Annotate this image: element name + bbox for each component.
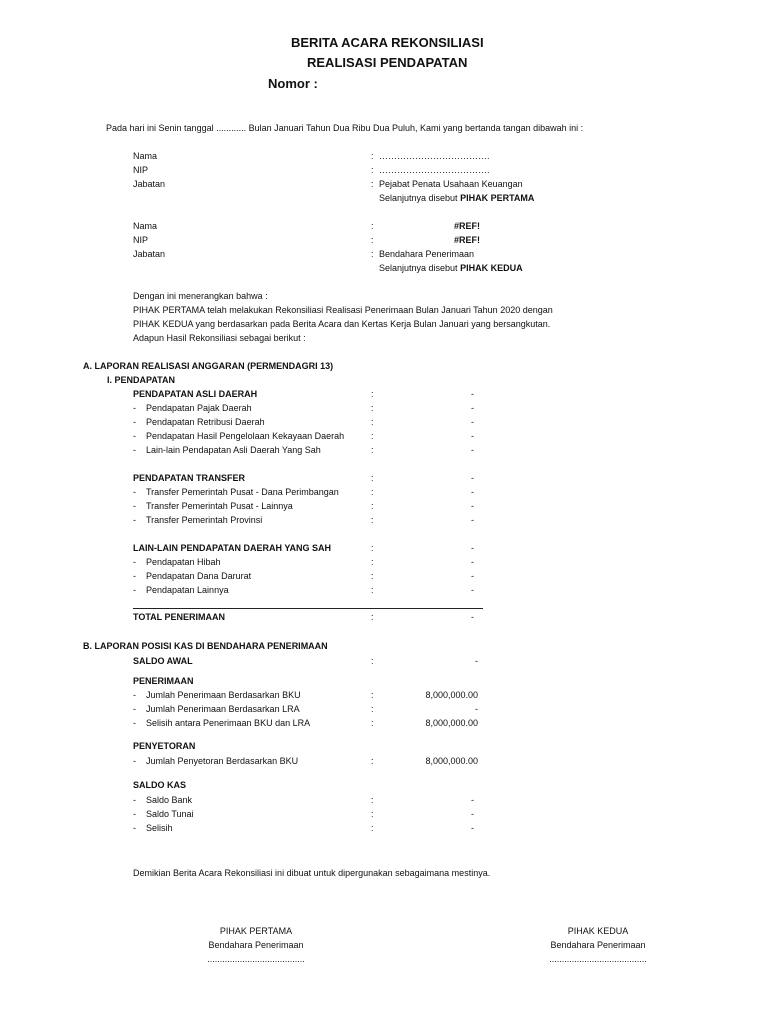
colon: :	[371, 612, 374, 622]
group-heading: PENDAPATAN ASLI DAERAH	[133, 389, 258, 399]
bullet-dash: -	[133, 557, 136, 567]
item-value: -	[475, 704, 478, 714]
bullet-dash: -	[133, 585, 136, 595]
nip-value: #REF!	[453, 235, 480, 245]
item-value: -	[471, 445, 474, 455]
item-value: -	[471, 417, 474, 427]
colon: :	[371, 704, 374, 714]
item-value: -	[471, 501, 474, 511]
statement-line: PIHAK KEDUA yang berdasarkan pada Berita Acara dan Kertas Kerja Bulan Januari yang bersangkutan.	[133, 319, 551, 329]
group-value: -	[471, 543, 474, 553]
item-value: 8,000,000.00	[425, 756, 478, 766]
doc-title: BERITA ACARA REKONSILIASI	[291, 35, 484, 50]
saldo-awal-value: -	[475, 656, 478, 666]
bullet-dash: -	[133, 718, 136, 728]
item-label: Transfer Pemerintah Provinsi	[146, 515, 263, 525]
saldo-kas-heading: SALDO KAS	[133, 780, 187, 790]
colon: :	[371, 823, 374, 833]
nip-label: NIP	[133, 235, 149, 245]
bullet-dash: -	[133, 403, 136, 413]
item-value: -	[471, 795, 474, 805]
item-label: Transfer Pemerintah Pusat - Lainnya	[146, 501, 293, 511]
item-label: Pendapatan Pajak Daerah	[146, 403, 252, 413]
item-label: Transfer Pemerintah Pusat - Dana Perimbangan	[146, 487, 339, 497]
colon: :	[371, 756, 374, 766]
item-value: -	[471, 557, 474, 567]
section-b-title: B. LAPORAN POSISI KAS DI BENDAHARA PENERIMAAN	[83, 641, 328, 651]
nama-label: Nama	[133, 151, 158, 161]
bullet-dash: -	[133, 690, 136, 700]
group-value: -	[471, 473, 474, 483]
item-label: Pendapatan Hasil Pengelolaan Kekayaan Daerah	[146, 431, 345, 441]
item-value: -	[471, 571, 474, 581]
bullet-dash: -	[133, 515, 136, 525]
bullet-dash: -	[133, 823, 136, 833]
section-a-title: A. LAPORAN REALISASI ANGGARAN (PERMENDAGRI 13)	[83, 361, 334, 371]
nama-value: #REF!	[453, 221, 480, 231]
signature-right-party: PIHAK KEDUA	[567, 926, 629, 936]
nama-value: ……………………………….	[379, 151, 490, 161]
item-value: -	[471, 823, 474, 833]
doc-number-label: Nomor :	[268, 76, 318, 91]
colon: :	[371, 718, 374, 728]
colon: :	[371, 809, 374, 819]
bullet-dash: -	[133, 445, 136, 455]
doc-subtitle: REALISASI PENDAPATAN	[307, 55, 468, 70]
colon: :	[371, 403, 374, 413]
bullet-dash: -	[133, 431, 136, 441]
colon: :	[371, 165, 374, 175]
colon: :	[371, 249, 374, 259]
bullet-dash: -	[133, 501, 136, 511]
item-value: 8,000,000.00	[425, 690, 478, 700]
colon: :	[371, 235, 374, 245]
item-label: Jumlah Penyetoran Berdasarkan BKU	[146, 756, 299, 766]
bullet-dash: -	[133, 809, 136, 819]
penyetoran-heading: PENYETORAN	[133, 741, 196, 751]
signature-left-role: Bendahara Penerimaan	[208, 940, 304, 950]
colon: :	[371, 690, 374, 700]
selanjutnya-text	[379, 263, 523, 273]
closing-text: Demikian Berita Acara Rekonsiliasi ini dibuat untuk dipergunakan sebagaimana mestinya.	[133, 868, 491, 878]
colon: :	[371, 221, 374, 231]
colon: :	[371, 501, 374, 511]
jabatan-value: Bendahara Penerimaan	[379, 249, 475, 259]
colon: :	[371, 515, 374, 525]
bullet-dash: -	[133, 417, 136, 427]
colon: :	[371, 151, 374, 161]
bullet-dash: -	[133, 704, 136, 714]
item-value: -	[471, 403, 474, 413]
colon: :	[371, 431, 374, 441]
selanjutnya-text	[379, 193, 534, 203]
item-label: Jumlah Penerimaan Berdasarkan BKU	[146, 690, 301, 700]
pihak-kedua-label: PIHAK KEDUA	[460, 263, 523, 273]
bullet-dash: -	[133, 795, 136, 805]
signature-left-party: PIHAK PERTAMA	[219, 926, 293, 936]
group-value: -	[471, 389, 474, 399]
selanjutnya-prefix: Selanjutnya disebut	[379, 263, 461, 273]
total-value: -	[471, 612, 474, 622]
pihak-pertama-label: PIHAK PERTAMA	[460, 193, 535, 203]
colon: :	[371, 585, 374, 595]
jabatan-label: Jabatan	[133, 179, 166, 189]
item-value: -	[471, 809, 474, 819]
group-heading: LAIN-LAIN PENDAPATAN DAERAH YANG SAH	[133, 543, 332, 553]
item-value: -	[471, 431, 474, 441]
nip-label: NIP	[133, 165, 149, 175]
colon: :	[371, 557, 374, 567]
nama-label: Nama	[133, 221, 158, 231]
colon: :	[371, 445, 374, 455]
colon: :	[371, 417, 374, 427]
total-label: TOTAL PENERIMAAN	[133, 612, 226, 622]
total-divider	[133, 608, 483, 609]
selanjutnya-prefix: Selanjutnya disebut	[379, 193, 461, 203]
item-value: -	[471, 487, 474, 497]
bullet-dash: -	[133, 756, 136, 766]
bullet-dash: -	[133, 487, 136, 497]
item-label: Lain-lain Pendapatan Asli Daerah Yang Sah	[146, 445, 321, 455]
colon: :	[371, 795, 374, 805]
colon: :	[371, 389, 374, 399]
colon: :	[371, 487, 374, 497]
jabatan-label: Jabatan	[133, 249, 166, 259]
statement-line: Dengan ini menerangkan bahwa :	[133, 291, 268, 301]
colon: :	[371, 179, 374, 189]
item-label: Jumlah Penerimaan Berdasarkan LRA	[146, 704, 300, 714]
item-label: Pendapatan Retribusi Daerah	[146, 417, 265, 427]
item-value: -	[471, 585, 474, 595]
item-label: Pendapatan Dana Darurat	[146, 571, 252, 581]
penerimaan-heading: PENERIMAAN	[133, 676, 194, 686]
statement-line: PIHAK PERTAMA telah melakukan Rekonsiliasi Realisasi Penerimaan Bulan Januari Tahun 2020 dengan	[133, 305, 553, 315]
item-label: Saldo Tunai	[146, 809, 194, 819]
signature-right-line: .......................................	[549, 954, 647, 964]
section-a-subtitle: I. PENDAPATAN	[107, 375, 176, 385]
bullet-dash: -	[133, 571, 136, 581]
statement-line: Adapun Hasil Rekonsiliasi sebagai berikut :	[133, 333, 306, 343]
jabatan-value: Pejabat Penata Usahaan Keuangan	[379, 179, 523, 189]
item-value: 8,000,000.00	[425, 718, 478, 728]
colon: :	[371, 543, 374, 553]
group-heading: PENDAPATAN TRANSFER	[133, 473, 245, 483]
colon: :	[371, 571, 374, 581]
colon: :	[371, 473, 374, 483]
item-label: Saldo Bank	[146, 795, 193, 805]
saldo-awal-label: SALDO AWAL	[133, 656, 193, 666]
nip-value: ……………………………….	[379, 165, 490, 175]
signature-right-role: Bendahara Penerimaan	[550, 940, 646, 950]
item-label: Selisih antara Penerimaan BKU dan LRA	[146, 718, 311, 728]
item-label: Pendapatan Lainnya	[146, 585, 229, 595]
intro-text: Pada hari ini Senin tanggal ............ Bulan Januari Tahun Dua Ribu Dua Puluh, Kami yang bertanda tangan dibawah ini :	[106, 123, 584, 133]
item-label: Selisih	[146, 823, 173, 833]
item-label: Pendapatan Hibah	[146, 557, 221, 567]
signature-left-line: .......................................	[207, 954, 305, 964]
colon: :	[371, 656, 374, 666]
item-value: -	[471, 515, 474, 525]
